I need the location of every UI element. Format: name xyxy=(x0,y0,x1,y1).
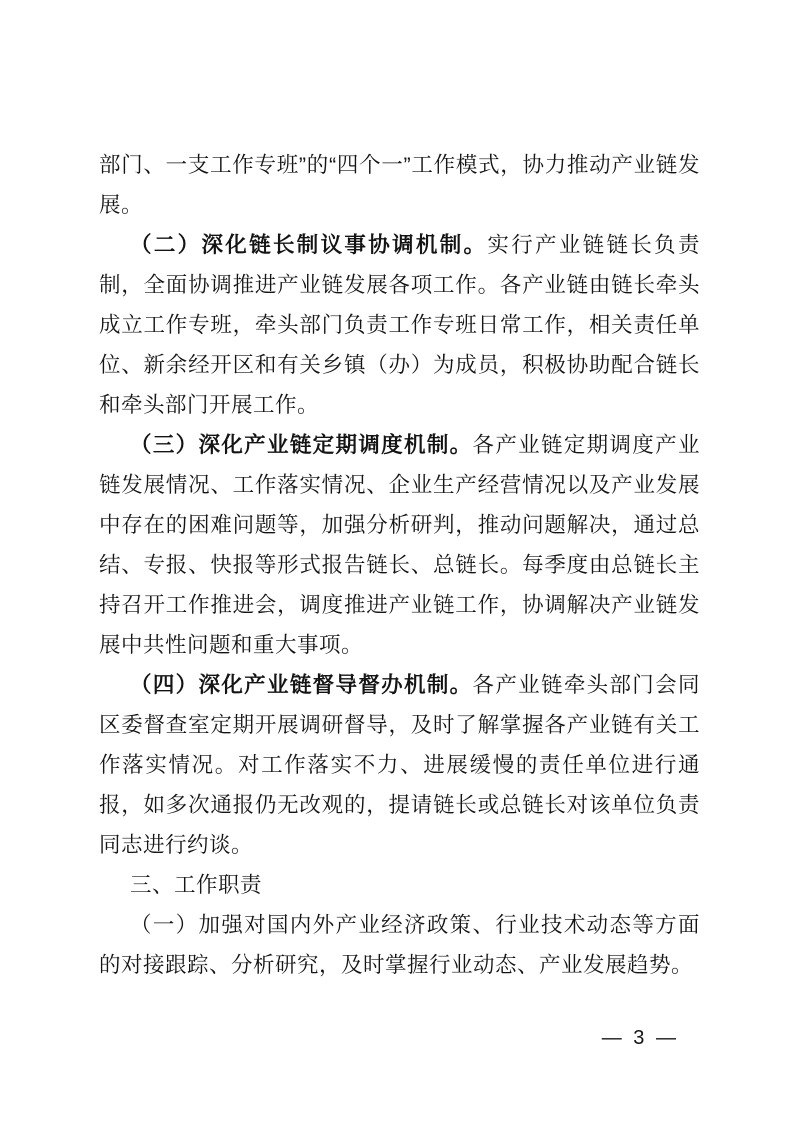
paragraph-item-1 xyxy=(99,905,700,985)
paragraph-section-3 xyxy=(99,425,700,665)
section-heading-text: 三、工作职责 xyxy=(130,873,263,897)
paragraph-text: 实行产业链链长负责制，全面协调推进产业链发展各项工作。各产业链由链长牵头成立工作专班，牵头部门负责工作专班日常工作，相关责任单位、新余经开区和有关乡镇（办）为成员，积极协助配合链长和牵头部门开展工作。 xyxy=(99,233,700,417)
paragraph-section-4 xyxy=(99,665,700,865)
paragraph-text: 部门、一支工作专班”的“四个一”工作模式，协力推动产业链发展。 xyxy=(99,153,700,217)
page-number: — 3 — xyxy=(601,1027,679,1049)
paragraph-lead: （四）深化产业链督导督办机制。 xyxy=(130,673,473,697)
paragraph-text: （一）加强对国内外产业经济政策、行业技术动态等方面的对接跟踪、分析研究，及时掌握行业动态、产业发展趋势。 xyxy=(99,913,700,977)
paragraph-lead: （二）深化链长制议事协调机制。 xyxy=(130,233,488,257)
paragraph-section-2 xyxy=(99,225,700,425)
paragraph-text: 各产业链定期调度产业链发展情况、工作落实情况、企业生产经营情况以及产业发展中存在的困难问题等，加强分析研判，推动问题解决，通过总结、专报、快报等形式报告链长、总链长。每季度由总链长主持召开工作推进会，调度推进产业链工作，协调解决产业链发展中共性问题和重大事项。 xyxy=(99,433,700,657)
paragraph-text: 各产业链牵头部门会同区委督查室定期开展调研督导，及时了解掌握各产业链有关工作落实情况。对工作落实不力、进展缓慢的责任单位进行通报，如多次通报仍无改观的，提请链长或总链长对该单位负责同志进行约谈。 xyxy=(99,673,700,857)
section-heading-3 xyxy=(99,865,700,905)
paragraph-continuation xyxy=(99,145,700,225)
page-content xyxy=(99,145,700,985)
paragraph-lead: （三）深化产业链定期调度机制。 xyxy=(130,433,473,457)
